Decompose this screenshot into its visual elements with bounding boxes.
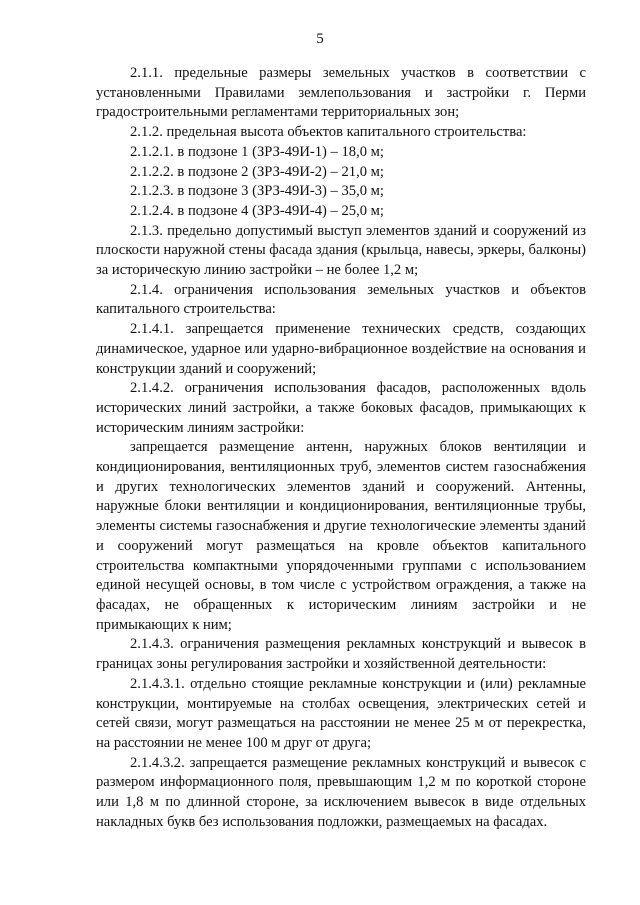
paragraph-2-1-3: 2.1.3. предельно допустимый выступ элементов зданий и сооружений из плоскости наружной стены фасада здания (крыльца, навесы, эркеры, балконы) за историческую линию застройки – не более 1,2 м; xyxy=(96,222,586,279)
page-number: 5 xyxy=(316,31,324,47)
paragraph-2-1-4-2: 2.1.4.2. ограничения использования фасадов, расположенных вдоль исторических линий застройки, а также боковых фасадов, примыкающих к историческим линиям застройки: xyxy=(96,380,586,436)
paragraph-2-1-4-3-1: 2.1.4.3.1. отдельно стоящие рекламные конструкции и (или) рекламные конструкции, монтируемые на столбах освещения, электрических сетей и сетей связи, могут размещаться на расстоянии не менее 25 м от перекрестка, на расстоянии не менее 100 м друг от друга; xyxy=(96,675,586,751)
paragraph-2-1-2: 2.1.2. предельная высота объектов капитального строительства: xyxy=(130,124,527,141)
paragraph-2-1-2-4: 2.1.2.4. в подзоне 4 (ЗРЗ-49И-4) – 25,0 м; xyxy=(130,202,384,219)
paragraph-2-1-2-3: 2.1.2.3. в подзоне 3 (ЗРЗ-49И-3) – 35,0 м; xyxy=(130,183,384,200)
paragraph-restrictions: запрещается размещение антенн, наружных блоков вентиляции и кондиционирования, вентиляционных труб, элементов систем газоснабжения и других технологических элементов зданий и сооружений. Антенны, наружные блоки вентиляции и кондиционирования, вентиляционные трубы, элементы системы газоснабжения и другие технологические элементы зданий и сооружений могут размещаться на кровле объектов капитального строительства компактными упорядоченными группами с использованием единой несущей основы, в том числе с устройством ограждения, а также на фасадах, не обращенных к историческим линиям застройки и не примыкающих к ним; xyxy=(96,439,586,633)
paragraph-2-1-4: 2.1.4. ограничения использования земельных участков и объектов капитального строительства: xyxy=(96,281,586,318)
document-body xyxy=(96,64,586,832)
paragraph-2-1-2-2: 2.1.2.2. в подзоне 2 (ЗРЗ-49И-2) – 21,0 м; xyxy=(130,163,384,180)
paragraph-2-1-4-1: 2.1.4.1. запрещается применение технических средств, создающих динамическое, ударное или ударно-вибрационное воздействие на основания и конструкции зданий и сооружений; xyxy=(96,321,586,377)
paragraph-2-1-4-3-2: 2.1.4.3.2. запрещается размещение рекламных конструкций и вывесок с размером информационного поля, превышающим 1,2 м по короткой стороне или 1,8 м по длинной стороне, за исключением вывесок в виде отдельных накладных букв без использования подложки, размещаемых на фасадах. xyxy=(96,754,586,830)
paragraph-2-1-1: 2.1.1. предельные размеры земельных участков в соответствии с установленными Правилами землепользования и застройки г. Перми градостроительными регламентами территориальных зон; xyxy=(96,65,586,121)
paragraph-2-1-4-3: 2.1.4.3. ограничения размещения рекламных конструкций и вывесок в границах зоны регулирования застройки и хозяйственной деятельности: xyxy=(96,636,586,673)
paragraph-2-1-2-1: 2.1.2.1. в подзоне 1 (ЗРЗ-49И-1) – 18,0 м; xyxy=(130,143,384,160)
